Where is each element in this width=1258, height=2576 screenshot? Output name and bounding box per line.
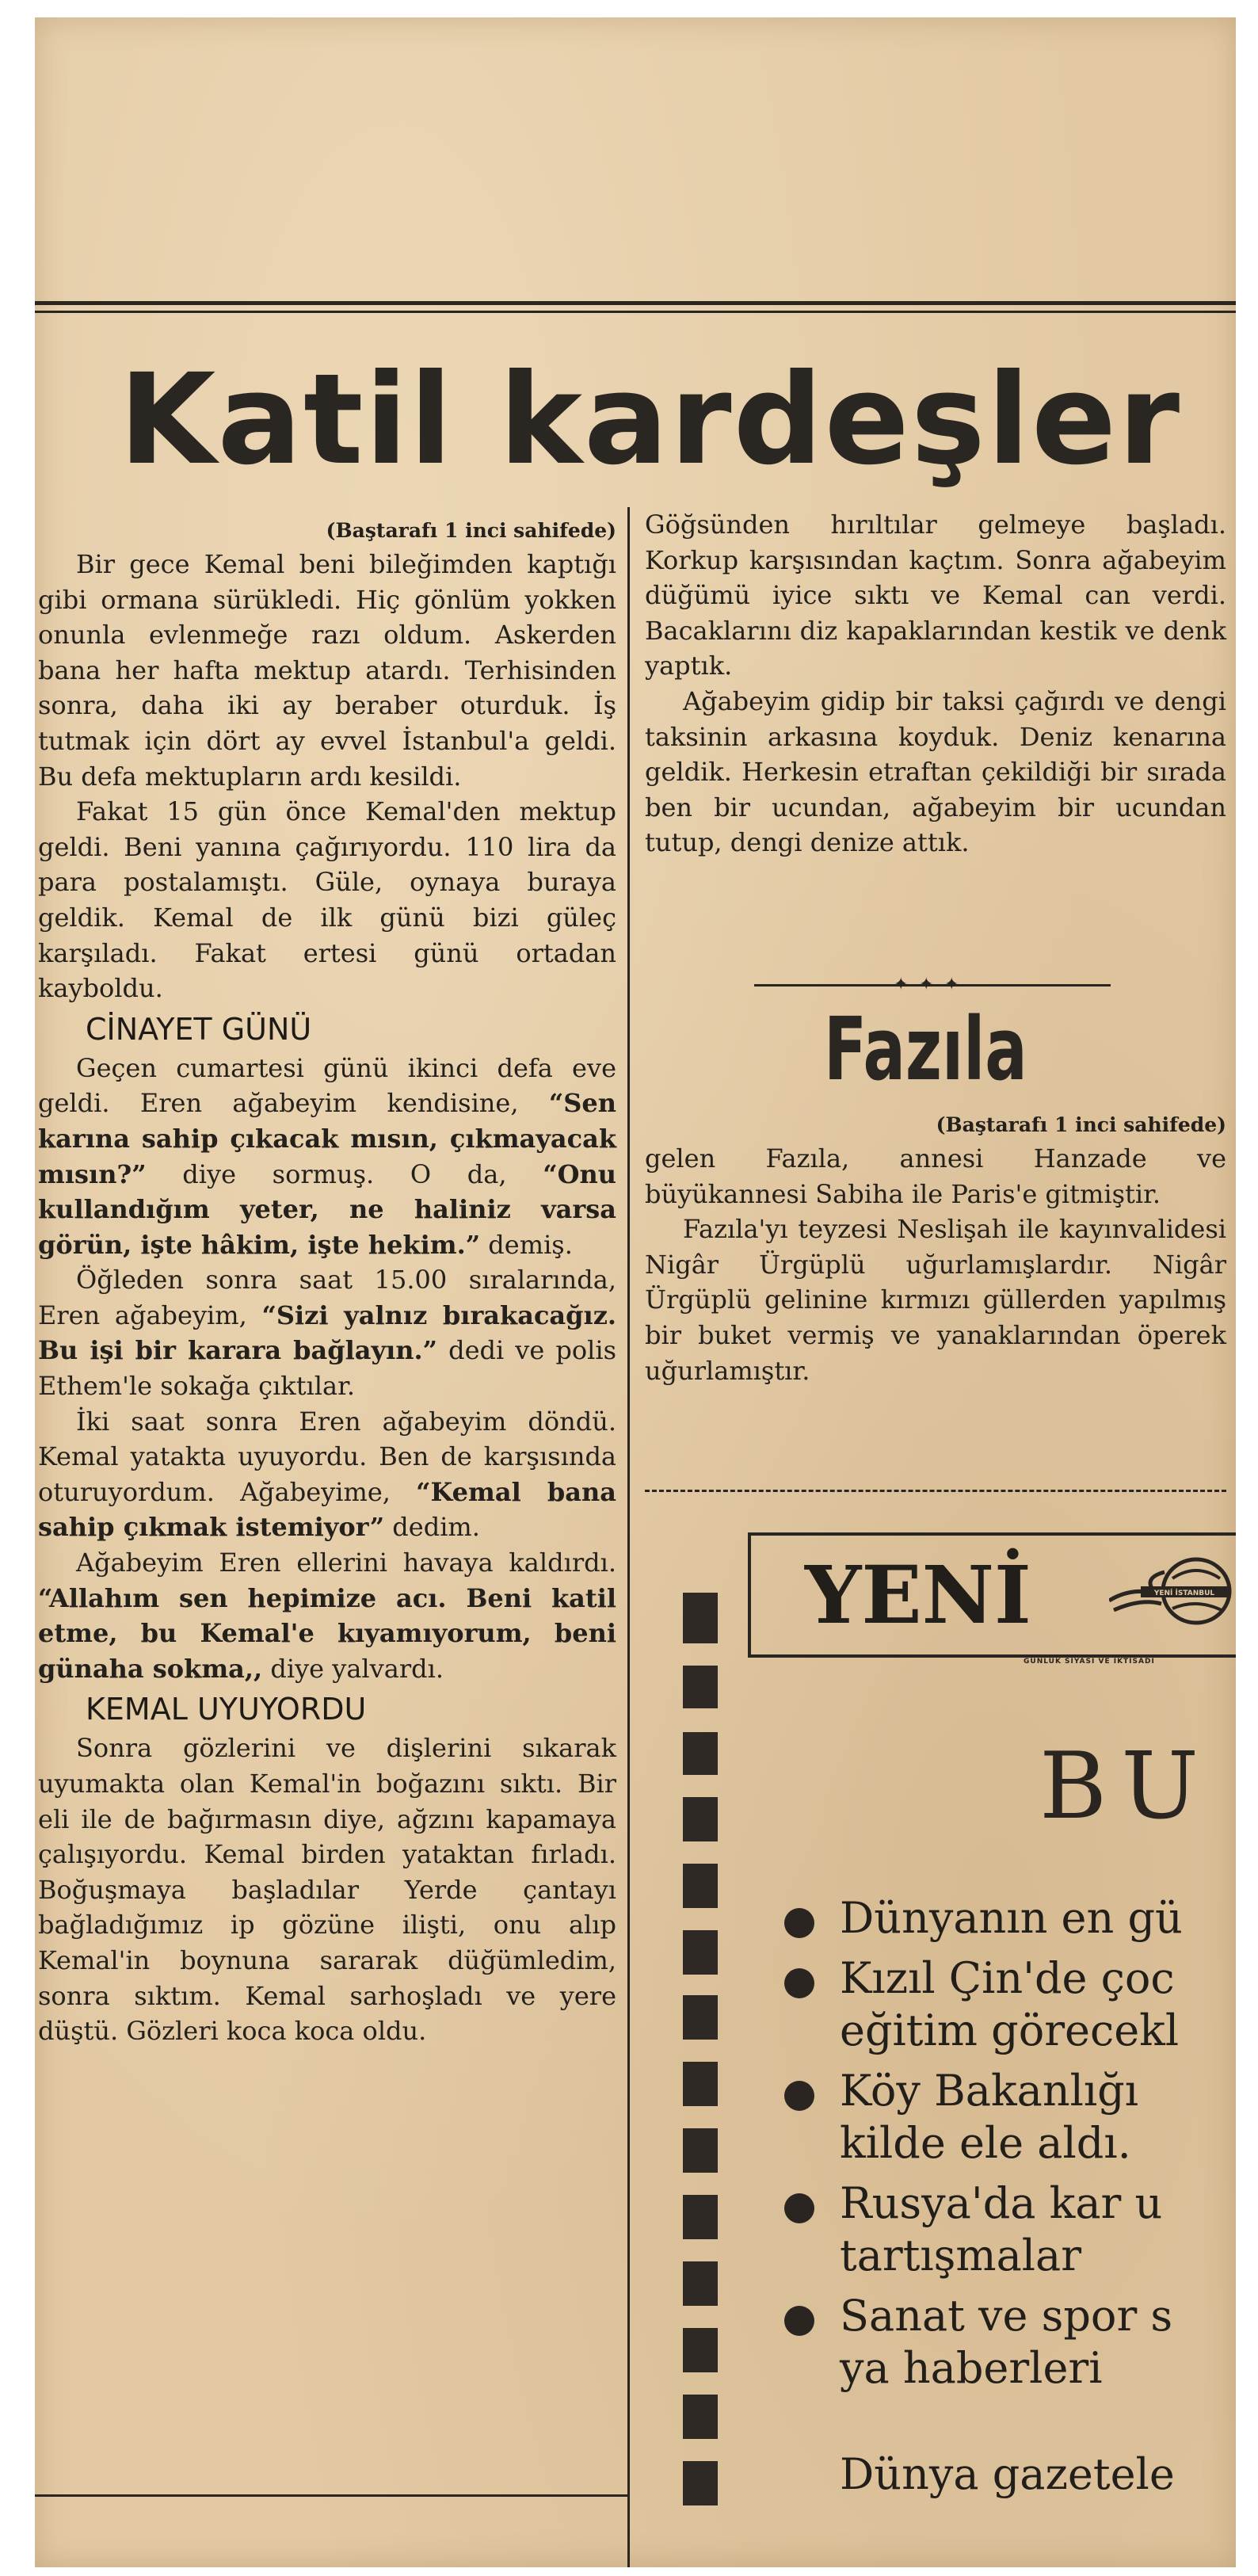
bullet-icon	[784, 2081, 814, 2111]
paragraph: Fakat 15 gün önce Kemal'den mektup geldi. Beni yanına çağırıyordu. 110 lira da para postalamıştı. Güle, oynaya buraya geldik. Kemal de ilk günü bizi güleç karşıladı. Fakat ertesi günü ortadan kayboldu.	[38, 796, 616, 1004]
ad-big-word: BU	[1039, 1733, 1214, 1840]
bottom-rule	[35, 2494, 627, 2497]
headline-katil-kardesler: Katil kardeşler	[119, 347, 1182, 493]
list-item: Sanat ve spor s ya haberleri	[775, 2290, 1236, 2395]
paragraph: gelen Fazıla, annesi Hanzade ve büyükannesi Sabiha ile Paris'e gitmiştir.	[645, 1143, 1226, 1209]
fazila-headline: Fazıla	[824, 998, 1027, 1100]
paragraph: Geçen cumartesi günü ikinci defa eve geldi. Eren ağabeyim kendisine, “Sen karına sahip çıkacak mısın, çıkmayacak mısın?” diye sormuş. O da, “Onu kullandığım yeter, ne haliniz varsa görün, işte hâkim, işte hekim.” demiş.	[38, 1052, 616, 1260]
list-item: Kızıl Çin'de çoc eğitim görecekl	[775, 1952, 1236, 2057]
dashed-separator	[645, 1490, 1226, 1492]
column-divider	[627, 507, 630, 2567]
paragraph: Öğleden sonra saat 15.00 sıralarında, Eren ağabeyim, “Sizi yalnız bırakacağız. Bu işi bir karara bağlayın.” dedi ve polis Ethem'le sokağa çıktılar.	[38, 1265, 617, 1402]
article-left-column	[38, 515, 616, 2049]
ad-decorative-strip	[683, 1593, 721, 2551]
fazila-article	[645, 1109, 1226, 1388]
paragraph: Bir gece Kemal beni bileğimden kaptığı gibi ormana sürükledi. Hiç gönlüm yokken onunla evlenmeğe razı oldum. Askerden bana her hafta mektup atardı. Terhisinden sonra, daha iki ay beraber oturduk. İş tutmak için dört ay evvel İstanbul'a geldi. Bu defa mektupların ardı kesildi.	[38, 549, 616, 792]
paragraph: İki saat sonra Eren ağabeyim döndü. Kemal yatakta uyuyordu. Ben de karşısında oturuyordum. Ağabeyime, “Kemal bana sahip çıkmak istemiyor” dedim.	[38, 1406, 617, 1543]
ad-last-line: Dünya gazetele	[840, 2449, 1175, 2499]
list-item: Köy Bakanlığı kilde ele aldı.	[775, 2065, 1236, 2170]
list-item: Rusya'da kar u tartışmalar	[775, 2177, 1236, 2282]
ad-brand-yeni: YENİ	[805, 1548, 1031, 1642]
separator-star-icon: ✦	[944, 975, 959, 994]
paragraph: Ağabeyim Eren ellerini havaya kaldırdı. “Allahım sen hepimize acı. Beni katil etme, bu Kemal'e kıyamıyorum, beni günaha sokma,, diye yalvardı.	[38, 1548, 616, 1684]
bullet-icon	[784, 1908, 814, 1938]
subheading-kemal-uyuyordu: KEMAL UYUYORDU	[86, 1692, 367, 1727]
svg-text:YENİ İSTANBUL: YENİ İSTANBUL	[1153, 1589, 1215, 1597]
paragraph: Göğsünden hırıltılar gelmeye başladı. Korkup karşısından kaçtım. Sonra ağabeyim düğümü iyice sıktı ve Kemal can verdi. Bacaklarını diz kapaklarından kestik ve denk yaptık.	[645, 509, 1226, 681]
source-note: (Baştarafı 1 inci sahifede)	[936, 1113, 1226, 1136]
bullet-icon	[784, 2193, 814, 2223]
paragraph: Fazıla'yı teyzesi Neslişah ile kayınvalidesi Nigâr Ürgüplü uğurlamışlardır. Nigâr Ürgüplü gelinine kırmızı güllerden yapılmış bir buket vermiş ve yanaklarından öperek uğurlamıştır.	[645, 1214, 1226, 1386]
list-item: Dünyanın en gü	[775, 1892, 1236, 1944]
ad-headlines-list	[775, 1892, 1236, 2402]
globe-logo-icon	[1109, 1555, 1236, 1626]
ad-tagline: GÜNLÜK SİYASİ VE İKTİSADİ	[1024, 1658, 1155, 1666]
subheading-cinayet-gunu: CİNAYET GÜNÜ	[86, 1011, 312, 1047]
separator-star-icon: ✦	[894, 975, 909, 994]
paragraph: Ağabeyim gidip bir taksi çağırdı ve dengi taksinin arkasına koyduk. Deniz kenarına geldik. Herkesin etraftan çekildiği bir sırada ben bir ucundan, ağabeyim bir ucundan tutup, dengi denize attık.	[645, 685, 1226, 858]
paragraph: Sonra gözlerini ve dişlerini sıkarak uyumakta olan Kemal'in boğazını sıktı. Bir eli ile de bağırmasın diye, ağzını kapamaya çalışıyordu. Kemal birden yataktan fırladı. Boğuşmaya başladılar Yerde çantayı bağladığımız ip gözüne ilişti, onu alıp Kemal'in boynuna sararak düğümledim, sonra sıktım. Kemal sarhoşladı ve yere düştü. Gözleri koca koca oldu.	[38, 1733, 616, 2047]
separator-star-icon: ✦	[919, 975, 934, 994]
article-right-column	[645, 507, 1226, 861]
bullet-icon	[784, 2306, 814, 2336]
bullet-icon	[784, 1968, 814, 1998]
source-note: (Baştarafı 1 inci sahifede)	[326, 519, 616, 542]
